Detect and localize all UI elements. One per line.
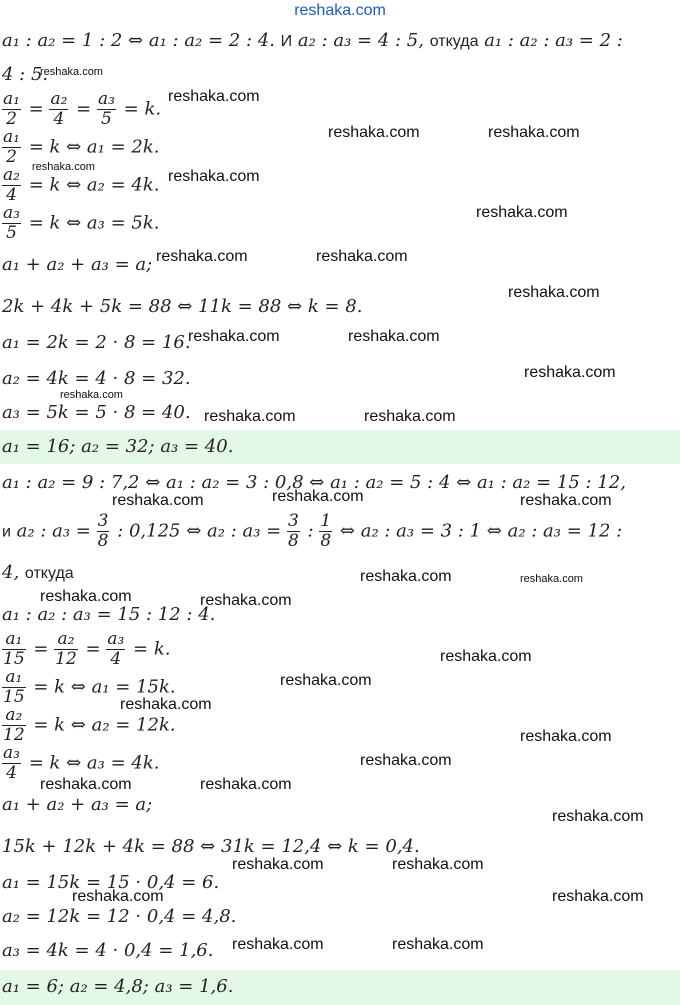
p1-word-and: И [280, 33, 293, 50]
watermark: reshaka.com [476, 204, 568, 221]
p2-eq-ratio: $\frac{\text{a₁}}{15}$ = $\frac{\text{a₂}}{12}$ = $\frac{\text{a₃}}{4}$ = k. [3, 629, 171, 669]
fraction: $\frac{3}{8}$ [97, 511, 109, 551]
p1-intro-line2: 4 : 5. [2, 64, 49, 85]
watermark: reshaka.com [440, 648, 532, 665]
fraction: $\frac{\text{a₂}}{12}$ [3, 705, 25, 745]
watermark: reshaka.com [508, 284, 600, 301]
fraction: $\frac{\text{a₂}}{4}$ [50, 89, 68, 129]
p1-word-whence: откуда [429, 33, 479, 50]
p2-answer: a₁ = 6; a₂ = 4,8; a₃ = 1,6. [2, 976, 234, 997]
fraction: $\frac{\text{a₁}}{2}$ [3, 127, 20, 167]
p1-sum: a₁ + a₂ + a₃ = a; [2, 254, 153, 275]
p2-sum: a₁ + a₂ + a₃ = a; [2, 794, 153, 815]
p1-eq-ratio: $\frac{\text{a₁}}{2}$ = $\frac{\text{a₂}}{4}$ = $\frac{\text{a₃}}{5}$ = k. [3, 89, 162, 129]
p1-value-a3: a₃ = 5k = 5 · 8 = 40. [2, 402, 191, 423]
watermark: reshaka.com [120, 696, 212, 713]
watermark: reshaka.com [72, 888, 164, 905]
p2-value-a3: a₃ = 4k = 4 · 0,4 = 1,6. [2, 940, 214, 961]
p2-solve: 15k + 12k + 4k = 88 ⇔ 31k = 12,4 ⇔ k = 0,4. [2, 836, 420, 857]
fraction: $\frac{\text{a₁}}{15}$ [3, 629, 25, 669]
p1-value-a2: a₂ = 4k = 4 · 8 = 32. [2, 368, 191, 389]
watermark: reshaka.com [188, 328, 280, 345]
watermark: reshaka.com [156, 248, 248, 265]
p2-value-a2: a₂ = 12k = 12 · 0,4 = 4,8. [2, 906, 237, 927]
site-link[interactable]: reshaka.com [294, 2, 386, 19]
p1-intro-c: a₁ : a₂ : a₃ = 2 : [484, 30, 623, 51]
watermark: reshaka.com [552, 888, 644, 905]
watermark: reshaka.com [232, 936, 324, 953]
watermark: reshaka.com [40, 776, 132, 793]
watermark: reshaka.com [488, 124, 580, 141]
watermark: reshaka.com [364, 408, 456, 425]
watermark: reshaka.com [316, 248, 408, 265]
p1-answer: a₁ = 16; a₂ = 32; a₃ = 40. [2, 436, 234, 457]
watermark: reshaka.com [168, 168, 260, 185]
p1-eq-a2: $\frac{\text{a₂}}{4}$ = k ⇔ a₂ = 4k. [3, 165, 160, 205]
watermark: reshaka.com [348, 328, 440, 345]
fraction: $\frac{\text{a₁}}{2}$ [3, 89, 20, 129]
p1-value-a1: a₁ = 2k = 2 · 8 = 16. [2, 332, 191, 353]
p1-intro-a: a₁ : a₂ = 1 : 2 ⇔ a₁ : a₂ = 2 : 4. [2, 30, 275, 51]
p2-word-and: и [2, 523, 11, 541]
p2-intro-line1: a₁ : a₂ = 9 : 7,2 ⇔ a₁ : a₂ = 3 : 0,8 ⇔ a₁ : a₂ = 5 : 4 ⇔ a₁ : a₂ = 15 : 12, [2, 472, 626, 493]
watermark: reshaka.com [520, 728, 612, 745]
p1-intro-b: a₂ : a₃ = 4 : 5, [297, 30, 424, 51]
p2-word-whence: откуда [24, 565, 74, 582]
fraction: $\frac{3}{8}$ [287, 511, 299, 551]
watermark: reshaka.com [232, 856, 324, 873]
watermark: reshaka.com [204, 408, 296, 425]
p2-ratio: a₁ : a₂ : a₃ = 15 : 12 : 4. [2, 604, 216, 625]
fraction: $\frac{\text{a₁}}{15}$ [3, 667, 25, 707]
fraction: $\frac{\text{a₂}}{12}$ [55, 629, 77, 669]
fraction: $\frac{\text{a₃}}{4}$ [3, 743, 20, 783]
p2-eq-a3: $\frac{\text{a₃}}{4}$ = k ⇔ a₃ = 4k. [3, 743, 160, 783]
watermark: reshaka.com [112, 492, 204, 509]
p2-eq-a1: $\frac{\text{a₁}}{15}$ = k ⇔ a₁ = 15k. [3, 667, 176, 707]
fraction: $\frac{\text{a₃}}{4}$ [107, 629, 125, 669]
watermark: reshaka.com [328, 124, 420, 141]
watermark: reshaka.com [520, 492, 612, 509]
p1-eq-a1: $\frac{\text{a₁}}{2}$ = k ⇔ a₁ = 2k. [3, 127, 160, 167]
p2-intro-line2: и a₂ : a₃ = $\frac{3}{8}$ : 0,125 ⇔ a₂ : a₃ = $\frac{3}{8}$ : $\frac{1}{8}$ ⇔ a₂ : a₃ = 3 : 1 ⇔ a₂ : a₃ = 12 : [2, 511, 623, 551]
fraction: $\frac{\text{a₃}}{5}$ [3, 203, 20, 243]
fraction: $\frac{\text{a₃}}{5}$ [97, 89, 115, 129]
watermark: reshaka.com [520, 573, 583, 585]
p1-answer-band [0, 430, 680, 464]
watermark: reshaka.com [392, 856, 484, 873]
watermark: reshaka.com [32, 161, 95, 173]
fraction: $\frac{\text{a₂}}{4}$ [3, 165, 20, 205]
watermark: reshaka.com [272, 488, 364, 505]
fraction: $\frac{1}{8}$ [320, 511, 332, 551]
site-header [0, 0, 680, 22]
p1-intro-line1 [2, 30, 623, 51]
watermark: reshaka.com [360, 568, 452, 585]
watermark: reshaka.com [168, 88, 260, 105]
watermark: reshaka.com [200, 776, 292, 793]
watermark: reshaka.com [280, 672, 372, 689]
watermark: reshaka.com [552, 808, 644, 825]
p2-eq-a2: $\frac{\text{a₂}}{12}$ = k ⇔ a₂ = 12k. [3, 705, 176, 745]
watermark: reshaka.com [40, 588, 132, 605]
p1-eq-a3: $\frac{\text{a₃}}{5}$ = k ⇔ a₃ = 5k. [3, 203, 160, 243]
p2-answer-band [0, 970, 680, 1005]
watermark: reshaka.com [200, 592, 292, 609]
watermark: reshaka.com [60, 389, 123, 401]
p2-intro-line3: 4, откуда [2, 562, 74, 583]
watermark: reshaka.com [392, 936, 484, 953]
watermark: reshaka.com [360, 752, 452, 769]
p2-value-a1: a₁ = 15k = 15 · 0,4 = 6. [2, 872, 220, 893]
watermark: reshaka.com [524, 364, 616, 381]
watermark: reshaka.com [40, 66, 103, 78]
p1-solve: 2k + 4k + 5k = 88 ⇔ 11k = 88 ⇔ k = 8. [2, 296, 363, 317]
